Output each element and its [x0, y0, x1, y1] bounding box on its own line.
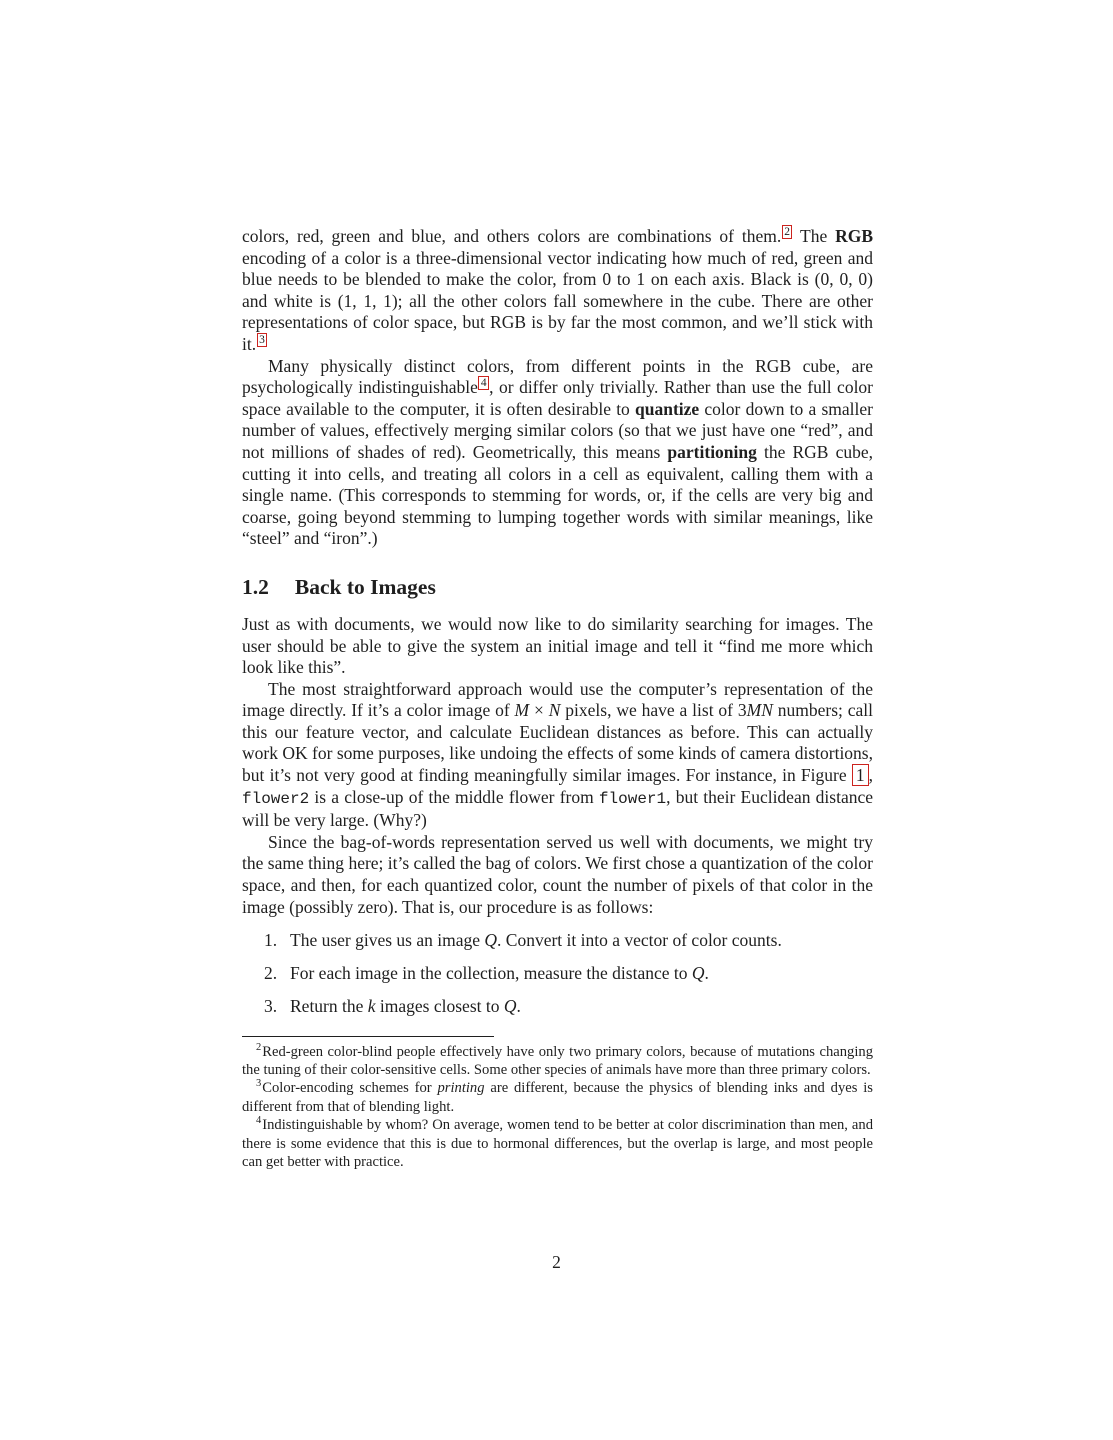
text-run: colors, red, green and blue, and others colors are combinations of them. [242, 226, 782, 246]
text-run: . Convert it into a vector of color counts. [497, 929, 782, 950]
list-item-3 [242, 996, 873, 1018]
text-run: The [792, 226, 836, 246]
text-run: Many physically distinct colors, from different points in the RGB cube, are psychologically indistinguishable [242, 355, 873, 398]
footnote-ref-link[interactable]: 4 [478, 376, 489, 390]
text-run: pixels, we have a list of 3 [560, 700, 747, 721]
text-run: Q [484, 929, 498, 950]
text-run: is a close-up of the middle flower from [309, 786, 599, 807]
footnote-4 [242, 1116, 873, 1171]
paragraph-bag-of-colors [242, 832, 873, 918]
text-run: are different, because the physics of blending inks and dyes is different from that of blending light. [242, 1080, 873, 1115]
footnote-marker: 4 [256, 1115, 262, 1127]
section-number: 1.2 [242, 574, 269, 599]
footnote-marker: 2 [256, 1041, 262, 1053]
text-run: M [514, 700, 530, 721]
text-run: , or differ only trivially. Rather than use the full color space available to the computer, it is often desirable to [242, 377, 874, 419]
text-run: , [868, 765, 873, 786]
paragraph-similarity-searching [242, 614, 873, 679]
text-run: MN [746, 700, 773, 721]
text-run: N [548, 700, 561, 721]
text-run: the RGB cube, cutting it into cells, and treating all colors in a cell as equivalent, calling them with a single name. (This corresponds to stemming for words, or, if the cells are very big and coarse, going beyond stemming to lumping together words with similar meanings, like “steel” and “iron”.) [242, 441, 873, 549]
paragraph-quantize [242, 356, 873, 550]
footnote-ref-link[interactable]: 2 [782, 225, 793, 239]
text-run: partitioning [667, 441, 757, 462]
footnote-marker: 3 [256, 1078, 262, 1090]
text-run: Return the [290, 995, 368, 1016]
text-run: , but their Euclidean distance will be very large. (Why?) [242, 786, 873, 831]
list-marker: 2. [264, 962, 278, 983]
text-run: For each image in the collection, measure the distance to [290, 962, 692, 983]
text-run: Color-encoding schemes for [262, 1080, 438, 1097]
text-run: flower2 [242, 789, 310, 808]
text-run: RGB [835, 226, 873, 246]
text-run: images closest to [375, 995, 504, 1016]
text-run: quantize [635, 398, 700, 419]
text-run: printing [437, 1080, 485, 1097]
text-run: flower1 [598, 789, 667, 808]
text-run: k [367, 995, 376, 1016]
text-run: × [529, 700, 549, 721]
text-run: The most straightforward approach would use the computer’s representation of the image directly. If it’s a color image of [242, 678, 873, 721]
text-run: The user gives us an image [290, 929, 485, 950]
footnote-3 [242, 1079, 873, 1116]
text-run: encoding of a color is a three-dimensional vector indicating how much of red, green and blue needs to be blended to make the color, from 0 to 1 on each axis. Black is (0, 0, 0) and white is (1, 1, 1); all the other colors fall somewhere in the cube. There are other representations of color space, but RGB is by far the most common, and we’ll stick with it. [242, 247, 873, 354]
footnote-rule [242, 1036, 494, 1037]
text-run: . [516, 995, 521, 1016]
footnote-ref-link[interactable]: 3 [257, 333, 268, 347]
text-run: color down to a smaller number of values, effectively merging similar colors (so that we just have one “red”, and not millions of shades of red). Geometrically, this means [242, 398, 873, 462]
list-marker: 3. [264, 995, 278, 1016]
text-run: . [704, 962, 709, 983]
text-run: numbers; call this our feature vector, and calculate Euclidean distances as before. This can actually work OK for some purposes, like undoing the effects of some kinds of camera distortions, but it’s not very good at finding meaningfully similar images. For instance, in Figure [242, 700, 874, 786]
list-item-2 [242, 963, 873, 985]
paragraph-straightforward-approach [242, 679, 873, 832]
text-run: Since the bag-of-words representation served us well with documents, we might try the same thing here; it’s called the bag of colors. We first chose a quantization of the color space, and then, for each quantized color, count the number of pixels of that color in the image (possibly zero). That is, our procedure is as follows: [242, 831, 873, 917]
text-run: Q [691, 962, 705, 983]
footnote-2 [242, 1043, 873, 1080]
page-number: 2 [552, 1252, 561, 1272]
text-column [242, 226, 873, 1171]
list-item-1 [242, 930, 873, 952]
paragraph-rgb-encoding [242, 226, 873, 356]
list-marker: 1. [264, 929, 278, 950]
section-heading [242, 574, 873, 600]
text-run: Indistinguishable by whom? On average, women tend to be better at color discrimination than men, and there is some evidence that this is due to hormonal differences, but the overlap is large, and most people can get better with practice. [242, 1117, 873, 1170]
text-run: Just as with documents, we would now like to do similarity searching for images. The user should be able to give the system an initial image and tell it “find me more which look like this”. [242, 613, 873, 678]
figure-ref-link[interactable]: 1 [852, 764, 869, 786]
text-run: Red-green color-blind people effectively have only two primary colors, because of mutations changing the tuning of their color-sensitive cells. Some other species of animals have more than three primary colors. [242, 1043, 873, 1078]
section-title: Back to Images [294, 574, 436, 599]
text-run: Q [503, 995, 517, 1016]
